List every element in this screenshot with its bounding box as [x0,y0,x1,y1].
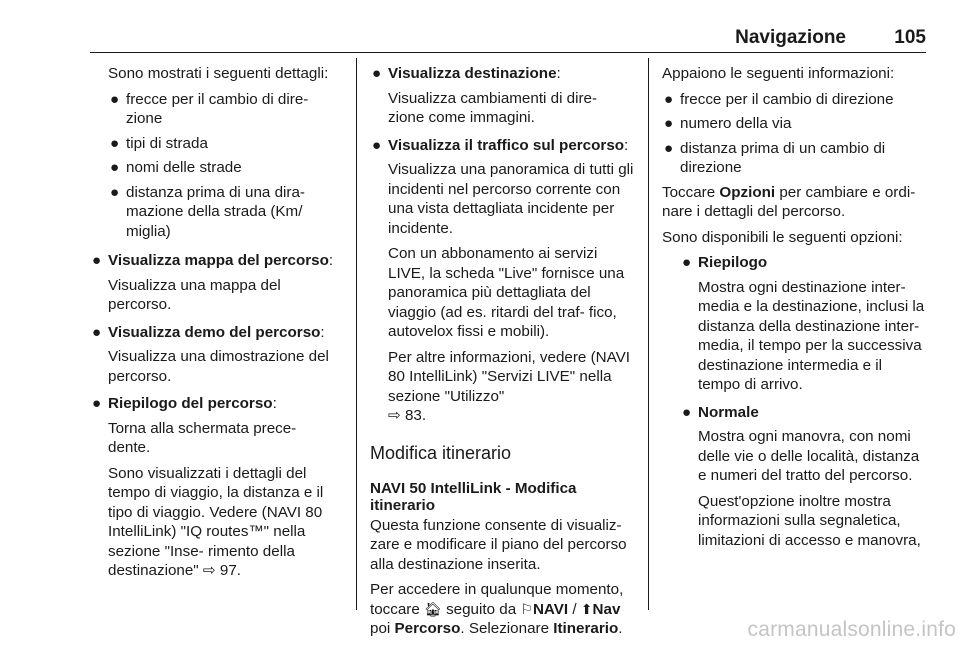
list-item: ● distanza prima di un cambio di direzione [664,139,886,176]
paragraph: Toccare Opzioni per cambiare e ordi- nare i dettagli del percorso. [662,183,916,220]
paragraph: Visualizza cambiamenti di dire- zione come immagini. [388,89,598,126]
list-item: ● Visualizza demo del percorso: [92,323,325,341]
list-item: ● Visualizza mappa del percorso: [92,252,334,269]
reference-arrow-icon: ⇨ [202,562,216,579]
paragraph: Questa funzione consente di visualiz- zare e modificare il piano del percorso alla destinazione inserita. [370,516,627,573]
paragraph: Sono disponibili le seguenti opzioni: [662,228,903,246]
paragraph: Con un abbonamento ai servizi LIVE, la scheda "Live" fornisce una panoramica più dettagliata del viaggio (ad es. ritardi del traf- fico, autovelox fissi e mobili). [388,245,625,340]
page-reference[interactable]: 97. [219,562,242,579]
page-header [90,22,926,53]
flag-icon: ⚐ [520,600,533,617]
column-left [90,64,342,587]
list-item: ● frecce per il cambio di dire- zione [110,90,309,127]
column-divider [648,58,649,610]
section-heading: Modifica itinerario [370,442,512,463]
watermark: carmanualsonline.info [747,618,956,641]
list-item: ● Riepilogo del percorso: [92,395,277,412]
list-item: ● Riepilogo [682,254,768,271]
paragraph: Sono visualizzati i dettagli del tempo di viaggio, la distanza e il tipo di viaggio. Vedere (NAVI 80 IntelliLink) "IQ routes™" nella sezione "Inse- rimento della destinazione" ⇨ 97. [108,464,324,579]
list-item: ● frecce per il cambio di direzione [664,90,894,108]
reference-arrow-icon: ⇨ [388,407,401,424]
column-right [662,64,928,556]
paragraph: Visualizza una mappa del percorso. [108,276,281,313]
paragraph: Sono mostrati i seguenti dettagli: [108,65,329,82]
paragraph: Per altre informazioni, vedere (NAVI 80 IntelliLink) "Servizi LIVE" nella sezione "Utilizzo" ⇨ 83. [388,348,630,424]
paragraph: Visualizza una panoramica di tutti gli incidenti nel percorso corrente con una vista dettagliata incidente per incidente. [388,161,634,237]
paragraph: Quest'opzione inoltre mostra informazioni sulla segnaletica, limitazioni di accesso e manovra, [698,492,921,549]
page-reference[interactable]: 83. [404,407,427,424]
paragraph: Per accedere in qualunque momento, toccare 🏠︎ seguito da ⚐NAVI / ⬆Nav poi Percorso. Selezionare Itinerario. [370,581,624,637]
list-item: ● distanza prima di una dira- mazione della strada (Km/ miglia) [110,183,305,240]
subsection-heading: NAVI 50 IntelliLink - Modifica itinerario [370,479,577,514]
paragraph: Mostra ogni manovra, con nomi delle vie o delle località, distanza e numeri del tratto del percorso. [698,428,920,484]
section-title: Navigazione [735,27,846,48]
paragraph: Mostra ogni destinazione inter- media e la destinazione, inclusi la distanza della destinazione inter- media, il tempo per la successiva destinazione intermedia e il tempo di arrivo. [698,278,925,393]
paragraph: Visualizza una dimostrazione del percorso. [108,348,329,385]
list-item: ● nomi delle strade [110,159,242,176]
home-icon: 🏠︎ [424,600,442,617]
list-item: ● Visualizza il traffico sul percorso: [372,136,629,154]
navigation-arrow-icon: ⬆ [580,600,593,617]
list-item: ● numero della via [664,115,792,132]
page-number: 105 [894,27,926,48]
list-item: ● tipi di strada [110,134,208,152]
list-item: ● Normale [682,403,759,421]
column-middle [370,64,634,645]
column-divider [356,58,357,610]
paragraph: Torna alla schermata prece- dente. [108,419,297,456]
paragraph: Appaiono le seguenti informazioni: [662,65,895,82]
list-item: ● Visualizza destinazione: [372,65,561,82]
